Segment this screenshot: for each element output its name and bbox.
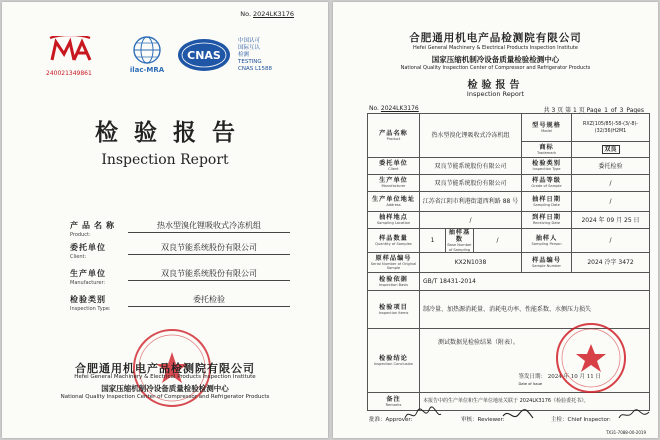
- cover-institute-en: Hefei General Machinery & Electrical Products Inspection Institute: [74, 374, 256, 380]
- issue-label-cn: 签发日期：: [518, 374, 547, 380]
- reviewer-signature-icon: [501, 406, 535, 424]
- field-label: 产品名称: [70, 220, 118, 230]
- ilac-label: ilac-MRA: [129, 66, 165, 74]
- cnas-label: CNAS: [187, 49, 221, 62]
- page-suffix: Pages: [626, 107, 644, 114]
- label-en: Sample Number: [531, 263, 562, 268]
- cell-label: [522, 158, 572, 175]
- cell-value: 制冷量、加热源消耗量、消耗电功率、性能系数、水侧压力损失: [420, 291, 650, 329]
- ilac-mra-icon: [124, 36, 170, 76]
- cell-label: [522, 212, 572, 229]
- table-row: [368, 175, 650, 192]
- label-en: Address: [386, 202, 401, 207]
- cell-value: RXZ(105/85)-58-(3/-8)-(32/36)H2M1: [572, 114, 650, 142]
- cma-code: 240021349861: [46, 70, 92, 77]
- chief-en: Chief Inspector:: [567, 417, 611, 423]
- cell-value: GB/T 18431-2014: [420, 273, 650, 291]
- cell-value: 1: [420, 229, 446, 253]
- label-cn: 原样品编号: [375, 254, 412, 262]
- detail-institute-en: Hefei General Machinery & Electrical Products Inspection Institute: [413, 45, 578, 51]
- detail-report-no-label: No.: [369, 105, 379, 112]
- cnas-text-line: 中国认可: [238, 38, 261, 44]
- cell-value: /: [572, 175, 650, 192]
- detail-report-number: [369, 105, 419, 112]
- cell-value: KX2N1038: [420, 253, 522, 273]
- field-value: 委托检验: [128, 294, 290, 307]
- label-en: Sampling Location: [376, 221, 411, 226]
- label-cn: 委托单位: [379, 160, 408, 168]
- label-en: Grade of Sample: [531, 184, 562, 189]
- label-en: Serial Number of Original Sample: [370, 261, 417, 270]
- label-en: Quantity of Samples: [375, 241, 412, 246]
- trademark-badge: 双良: [602, 145, 620, 154]
- cnas-text-line: CNAS L1588: [238, 66, 273, 72]
- label-cn: 生产单位地址: [371, 195, 416, 203]
- cell-value: /: [572, 229, 650, 253]
- label-cn: 型号规格: [532, 121, 561, 129]
- cell-value: [572, 142, 650, 158]
- cover-title-en: Inspection Report: [101, 152, 229, 168]
- cell-label: [522, 253, 572, 273]
- cell-label: [368, 273, 420, 291]
- cnas-text-line: 国际互认: [238, 45, 261, 51]
- cell-value: 本报告中的生产单位和生产单位地址关联于 2024LK3176《检验委托书》。: [420, 393, 650, 411]
- cell-label: [368, 114, 420, 158]
- label-cn: 抽样人: [535, 234, 558, 242]
- issue-date-value: 2024 年 10 月 11 日: [547, 374, 602, 380]
- cover-page: [2, 2, 328, 438]
- label-en: Trademark: [536, 150, 557, 155]
- label-cn: 检验依据: [379, 275, 408, 283]
- label-cn: 检验类别: [532, 160, 561, 168]
- label-cn: 生产单位: [379, 177, 408, 185]
- cell-value: 2024 年 09 月 25 日: [572, 212, 650, 229]
- cover-report-no-value: 2024LK3176: [253, 10, 294, 18]
- label-cn: 产品名称: [379, 129, 408, 137]
- cell-value: 热水型溴化锂吸收式冷冻机组: [420, 114, 522, 158]
- detail-title-en: Inspection Report: [466, 90, 525, 98]
- table-row: [368, 114, 650, 142]
- cell-label: [368, 329, 420, 393]
- reviewer-label: [461, 415, 505, 423]
- cover-report-no-label: No.: [240, 10, 252, 18]
- field-label: 检验类别: [70, 294, 106, 304]
- cell-value: /: [474, 229, 522, 253]
- detail-page: [333, 2, 658, 438]
- label-en: Inspection Basis: [378, 282, 409, 287]
- cell-label: [368, 158, 420, 175]
- cma-icon: [46, 36, 94, 64]
- label-en: Manufacturer: [381, 184, 406, 189]
- cell-label: [368, 192, 420, 212]
- cell-label: [446, 229, 474, 253]
- page-current: 1: [604, 107, 608, 114]
- table-row: [368, 253, 650, 273]
- label-en: Inspection Type: [532, 167, 561, 172]
- table-row: [368, 212, 650, 229]
- label-cn: 抽样基数: [448, 229, 471, 243]
- cell-value: 双良节能系统股份有限公司: [420, 158, 522, 175]
- label-cn: 商标: [539, 143, 554, 151]
- label-en: Model: [541, 128, 552, 133]
- field-value: 双良节能系统股份有限公司: [128, 268, 290, 281]
- label-cn: 检验结论: [379, 354, 408, 362]
- cma-logo: [46, 36, 100, 77]
- page-of: of: [610, 107, 617, 114]
- cover-report-number: [240, 10, 294, 18]
- conclusion-text: 测试数据见检验结果（附表）。: [438, 339, 520, 346]
- detail-institute-cn: 合肥通用机电产品检测院有限公司: [409, 32, 582, 44]
- table-row: [368, 158, 650, 175]
- table-row: [368, 229, 650, 253]
- cell-label: [368, 175, 420, 192]
- cell-value: /: [420, 212, 522, 229]
- label-en: Sampling Date: [533, 202, 560, 207]
- cell-value: 双良节能系统股份有限公司: [420, 175, 522, 192]
- label-en: Client: [388, 167, 399, 172]
- cover-center-cn: 国家压缩机制冷设备质量检验检测中心: [101, 384, 229, 393]
- cell-label: [368, 229, 420, 253]
- cnas-text: [238, 38, 272, 73]
- label-cn: 检验项目: [379, 303, 408, 311]
- label-en: Sampling Person: [531, 241, 562, 246]
- reviewer-cn: 审核：: [461, 417, 478, 423]
- label-en: Receiving Date: [532, 221, 561, 226]
- cell-label: [368, 291, 420, 329]
- cell-label: [522, 175, 572, 192]
- chief-label: [551, 415, 611, 423]
- cover-title-cn: 检验报告: [95, 119, 251, 146]
- form-code: TX31-7088-00-2019: [605, 430, 646, 435]
- approver-cn: 批准：: [369, 417, 386, 423]
- label-cn: 备注: [386, 395, 401, 403]
- page-total: 3: [619, 107, 624, 114]
- label-cn: 到样日期: [532, 214, 561, 222]
- label-en: Inspection Conclusion: [373, 361, 414, 366]
- cnas-text-line: TESTING: [238, 59, 262, 65]
- label-cn: 样品编号: [532, 256, 561, 264]
- cover-center-en: National Quality Inspection Center of Compressor and Refrigerator Products: [60, 394, 270, 400]
- field-value: 双良节能系统股份有限公司: [128, 242, 290, 255]
- field-label-en: Manufacturer:: [70, 280, 106, 286]
- chief-signature-icon: [617, 406, 651, 424]
- cell-value: 委托检验: [572, 158, 650, 175]
- label-en: Base Number of Sampling: [447, 243, 472, 252]
- signature-row: [369, 406, 651, 426]
- table-row: [368, 273, 650, 291]
- approver-en: Approver:: [385, 417, 413, 423]
- chief-cn: 主检：: [551, 417, 568, 423]
- label-cn: 抽样日期: [532, 195, 561, 203]
- field-label: 委托单位: [70, 242, 106, 252]
- cell-label: [522, 229, 572, 253]
- field-label: 生产单位: [70, 268, 106, 278]
- detail-center-cn: 国家压缩机制冷设备质量检验检测中心: [431, 55, 560, 64]
- inspection-seal-icon: [553, 320, 629, 396]
- cell-label: [368, 212, 420, 229]
- detail-title-cn: 检验报告: [467, 80, 524, 91]
- detail-report-no-value: 2024LK3176: [380, 105, 419, 112]
- label-cn: 样品数量: [379, 234, 408, 242]
- accreditation-logos: [46, 36, 286, 82]
- cover-institute-cn: 合肥通用机电产品检测院有限公司: [75, 362, 255, 375]
- label-en: Product: [386, 136, 401, 141]
- page-label: Page: [586, 107, 602, 114]
- field-value: 热水型溴化锂吸收式冷冻机组: [128, 220, 290, 233]
- table-row: [368, 192, 650, 212]
- cell-value: 2024 冷字 3472: [572, 253, 650, 273]
- cell-label: [522, 142, 572, 158]
- cell-label: [522, 114, 572, 142]
- page-text-cn: 共 3 页 第 1 页: [543, 107, 585, 114]
- issue-label-en: Date of Issue: [518, 382, 543, 386]
- cell-label: [522, 192, 572, 212]
- cnas-icon: [176, 36, 232, 74]
- cell-value: 江苏省江阴市利港街道西利路 88 号: [420, 192, 522, 212]
- cnas-text-line: 检测: [238, 52, 250, 58]
- label-cn: 样品等级: [532, 177, 561, 185]
- approver-signature-icon: [403, 406, 443, 424]
- reviewer-en: Reviewer:: [477, 417, 505, 423]
- detail-center-en: National Quality Inspection Center of Compressor and Refrigerator Products: [400, 65, 591, 71]
- field-label-en: Inspection Type:: [70, 306, 111, 312]
- label-cn: 抽样地点: [379, 214, 408, 222]
- cell-value: /: [572, 192, 650, 212]
- field-label-en: Product:: [70, 232, 91, 238]
- label-en: Remarks: [385, 402, 402, 407]
- field-label-en: Client:: [70, 254, 87, 260]
- cell-label: [368, 253, 420, 273]
- label-en: Inspection Items: [378, 310, 409, 315]
